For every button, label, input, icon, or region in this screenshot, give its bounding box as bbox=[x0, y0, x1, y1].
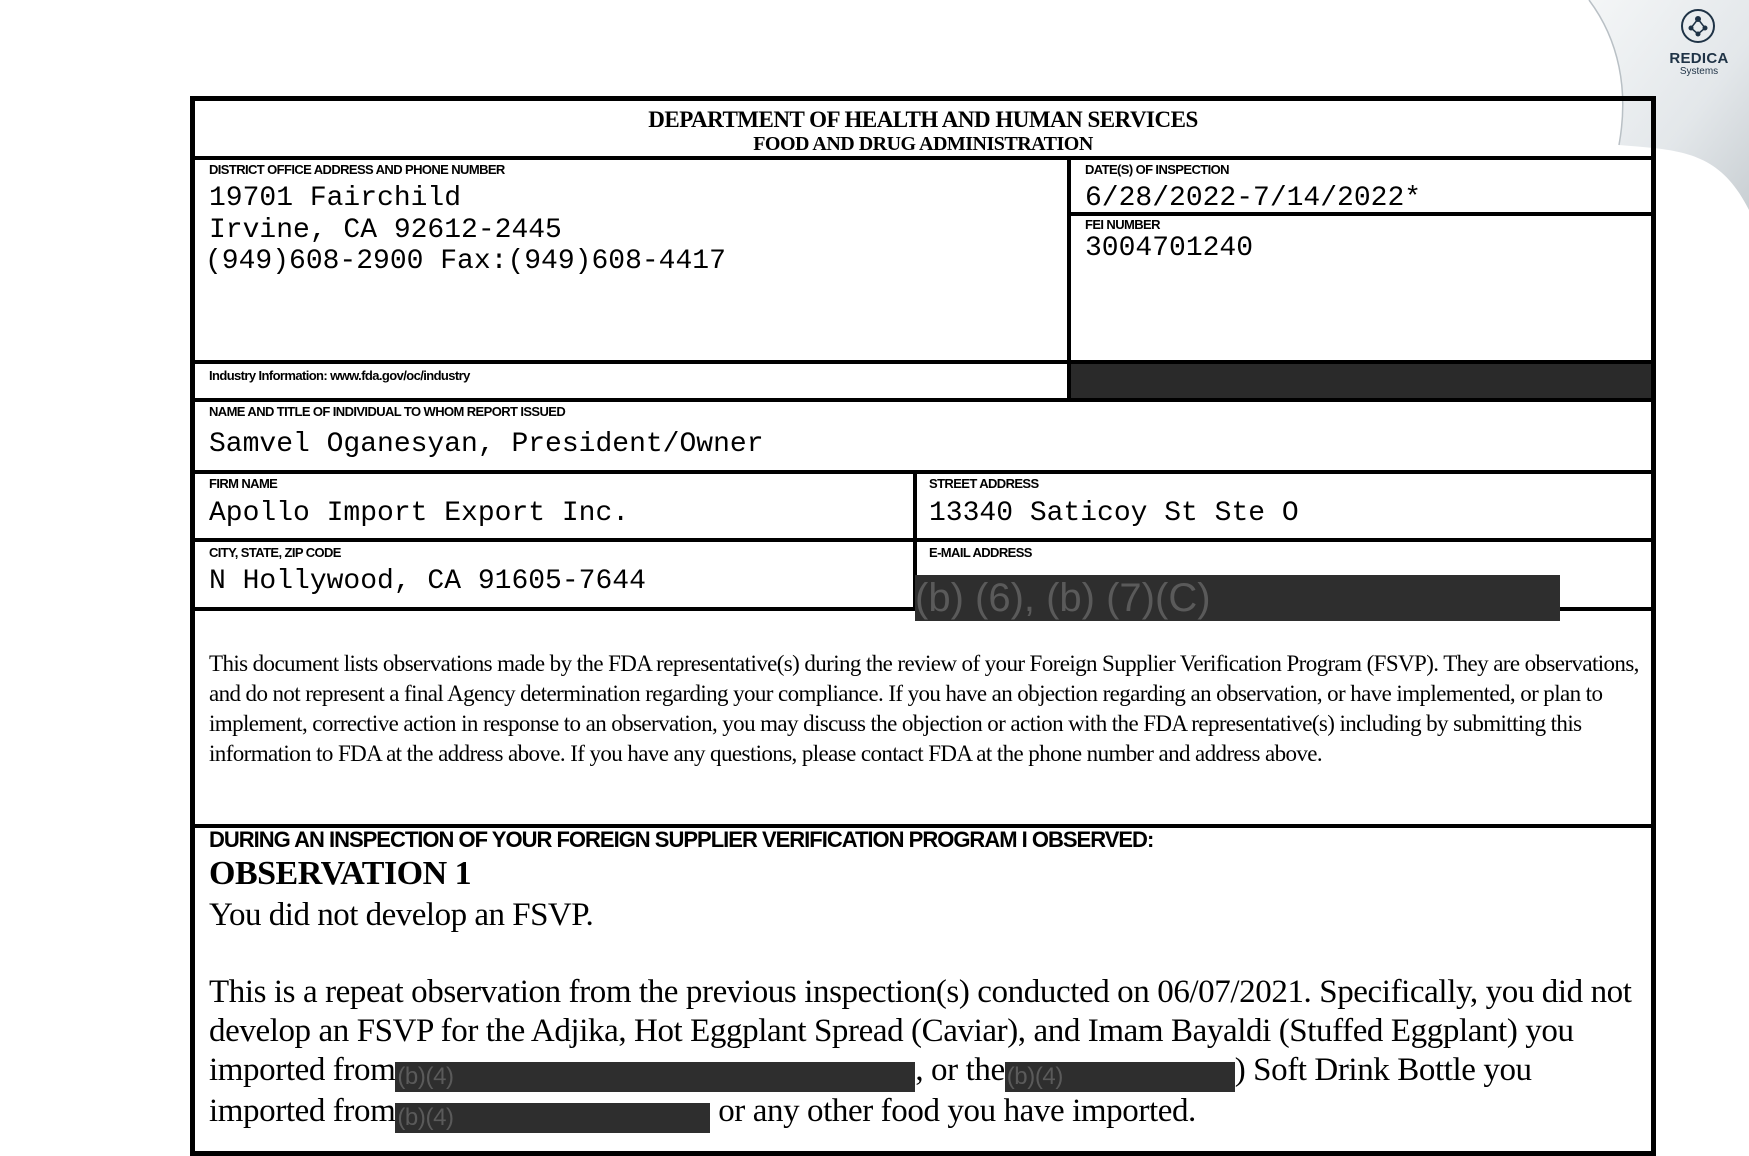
district-line2: Irvine, CA 92612-2445 bbox=[209, 215, 562, 246]
fei-label: FEI NUMBER bbox=[1085, 217, 1160, 232]
street-address-label: STREET ADDRESS bbox=[929, 476, 1039, 491]
district-line3: (949)608-2900 Fax:(949)608-4417 bbox=[205, 246, 726, 277]
city-state-zip: N Hollywood, CA 91605-7644 bbox=[209, 566, 646, 597]
logo-sub: Systems bbox=[1679, 66, 1719, 77]
observations-heading: DURING AN INSPECTION OF YOUR FOREIGN SUPPLIER VERIFICATION PROGRAM I OBSERVED: bbox=[209, 827, 1154, 852]
agency-heading: FOOD AND DRUG ADMINISTRATION bbox=[753, 133, 1093, 155]
observation-summary: You did not develop an FSVP. bbox=[209, 897, 594, 933]
logo-text bbox=[1659, 50, 1739, 77]
observation-text: ) Soft Drink Bottle you imported from bbox=[209, 1052, 1532, 1129]
email-label: E-MAIL ADDRESS bbox=[929, 545, 1032, 560]
inspection-dates: 6/28/2022-7/14/2022* bbox=[1085, 183, 1422, 214]
notice-paragraph: This document lists observations made by the FDA representative(s) during the review of your Foreign Supplier Verification Program (FSVP). They are observations, and do not represent a final Agency determination regarding your compliance. If you have an objection regarding an observation, or have implemented, or plan to implement, corrective action in response to an observation, you may discuss the objection or action with the FDA representative(s) including by submitting this information to FDA at the address above. If you have any questions, please contact FDA at the phone number and address above. bbox=[209, 651, 1639, 766]
observation-body bbox=[209, 973, 1649, 1133]
firm-name-label: FIRM NAME bbox=[209, 476, 278, 491]
district-label: DISTRICT OFFICE ADDRESS AND PHONE NUMBER bbox=[209, 162, 505, 177]
email-redaction: (b) (6), (b) (7)(C) bbox=[915, 575, 1560, 621]
firm-name: Apollo Import Export Inc. bbox=[209, 498, 630, 529]
shaded-cell bbox=[1071, 364, 1651, 398]
observation-text: , or the bbox=[915, 1052, 1005, 1088]
recipient-label: NAME AND TITLE OF INDIVIDUAL TO WHOM REPORT ISSUED bbox=[209, 404, 566, 419]
fei-number: 3004701240 bbox=[1085, 233, 1254, 264]
recipient-name: Samvel Oganesyan, President/Owner bbox=[209, 429, 764, 460]
inspection-dates-label: DATE(S) OF INSPECTION bbox=[1085, 162, 1229, 177]
divider bbox=[195, 538, 1651, 542]
redaction-block: (b)(4) bbox=[395, 1103, 710, 1133]
industry-info: Industry Information: www.fda.gov/oc/industry bbox=[209, 368, 470, 383]
redica-logo-icon bbox=[1680, 8, 1716, 44]
redaction-block: (b)(4) bbox=[395, 1062, 915, 1092]
logo-name: REDICA bbox=[1669, 50, 1729, 67]
divider bbox=[195, 156, 1651, 160]
redaction-block: (b)(4) bbox=[1005, 1062, 1235, 1092]
observation-title: OBSERVATION 1 bbox=[209, 855, 472, 892]
divider bbox=[195, 470, 1651, 474]
divider bbox=[195, 398, 1651, 402]
fda-483-form bbox=[190, 96, 1656, 1156]
observation-text: This is a repeat observation from the previous inspection(s) conducted on 06/07/2021. Specifically, you did not develop an FSVP for the Adjika, Hot Eggplant Spread (Caviar), and Imam Bayaldi (Stuffed Eggplant) you imported from bbox=[209, 974, 1632, 1088]
street-address: 13340 Saticoy St Ste O bbox=[929, 498, 1299, 529]
city-label: CITY, STATE, ZIP CODE bbox=[209, 545, 341, 560]
district-line1: 19701 Fairchild bbox=[209, 183, 462, 214]
observation-text: or any other food you have imported. bbox=[710, 1093, 1196, 1129]
department-heading: DEPARTMENT OF HEALTH AND HUMAN SERVICES bbox=[648, 107, 1198, 132]
